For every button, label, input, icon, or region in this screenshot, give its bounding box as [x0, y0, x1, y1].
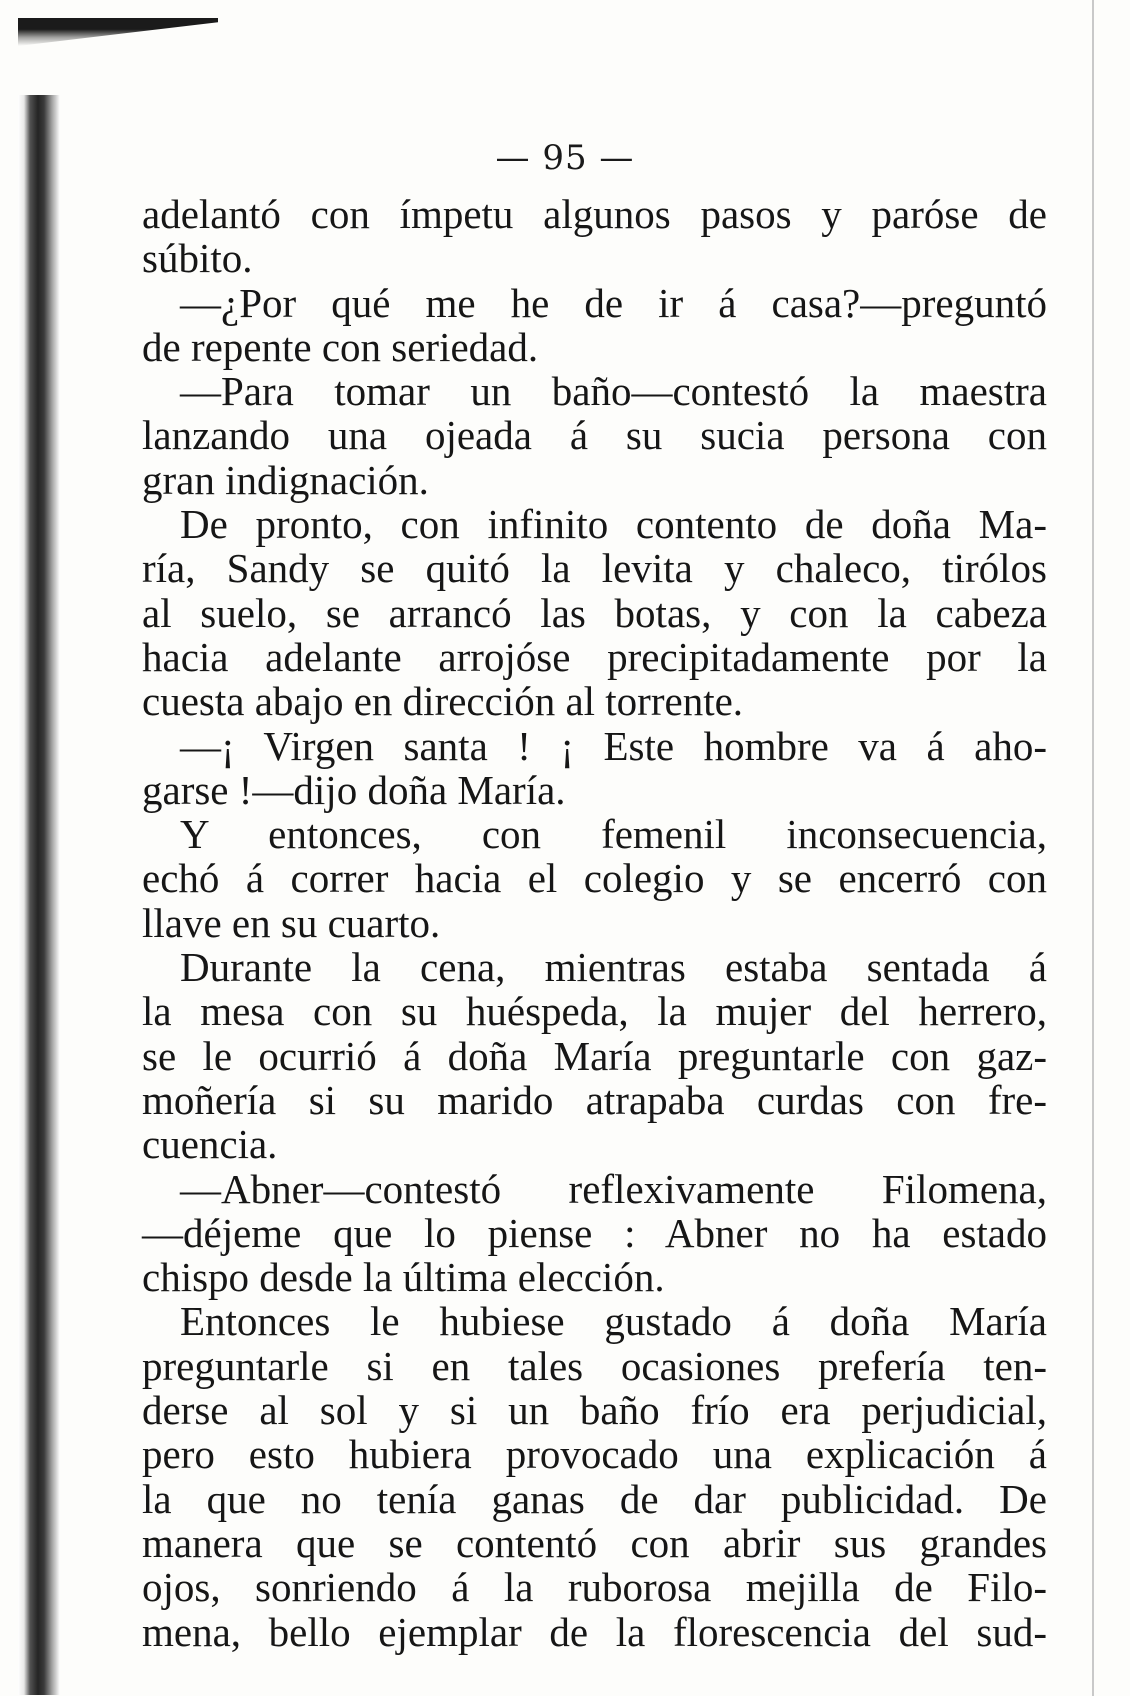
text-line: moñería si su marido atrapaba curdas con fre-	[142, 1076, 1047, 1123]
text-line: echó á correr hacia el colegio y se encerró con	[142, 855, 1047, 902]
body-text	[142, 192, 1047, 1654]
text-line: Durante la cena, mientras estaba sentada á	[180, 944, 1047, 991]
text-line: llave en su cuarto.	[142, 899, 441, 946]
binding-edge	[18, 95, 60, 1695]
text-line: al suelo, se arrancó las botas, y con la cabeza	[142, 589, 1047, 636]
text-line: de repente con seriedad.	[142, 323, 539, 370]
text-line: derse al sol y si un baño frío era perjudicial,	[142, 1387, 1047, 1434]
text-line: —Para tomar un baño—contestó la maestra	[180, 368, 1047, 415]
text-line: mena, bello ejemplar de la florescencia del sud-	[142, 1608, 1047, 1655]
text-line: adelantó con ímpetu algunos pasos y paróse de	[142, 191, 1047, 237]
text-line: —¡ Virgen santa ! ¡ Este hombre va á aho-	[180, 722, 1047, 769]
text-line: ojos, sonriendo á la ruborosa mejilla de Filo-	[142, 1564, 1047, 1611]
text-line: garse !—dijo doña María.	[142, 766, 566, 813]
text-line: súbito.	[142, 235, 253, 282]
text-line: lanzando una ojeada á su sucia persona con	[142, 412, 1047, 459]
text-line: la mesa con su huéspeda, la mujer del herrero,	[142, 988, 1047, 1035]
page-edge-rule	[1092, 0, 1094, 1696]
text-line: cuesta abajo en dirección al torrente.	[142, 678, 744, 725]
scan-corner-mark	[18, 18, 218, 46]
text-line: —¿Por qué me he de ir á casa?—preguntó	[180, 279, 1047, 326]
text-line: gran indignación.	[142, 456, 429, 503]
text-line: la que no tenía ganas de dar publicidad. De	[142, 1475, 1047, 1522]
text-line: —Abner—contestó reflexivamente Filomena,	[180, 1165, 1047, 1212]
text-line: hacia adelante arrojóse precipitadamente por la	[142, 633, 1047, 680]
text-line: cuencia.	[142, 1121, 278, 1168]
text-line: Entonces le hubiese gustado á doña María	[180, 1298, 1047, 1345]
text-line: pero esto hubiera provocado una explicación á	[142, 1431, 1047, 1478]
text-line: chispo desde la última elección.	[142, 1254, 665, 1301]
text-line: se le ocurrió á doña María preguntarle con gaz-	[142, 1032, 1047, 1079]
text-line: —déjeme que lo piense : Abner no ha estado	[142, 1209, 1047, 1256]
text-line: manera que se contentó con abrir sus grandes	[142, 1519, 1047, 1566]
text-line: Y entonces, con femenil inconsecuencia,	[180, 811, 1047, 858]
text-line: De pronto, con infinito contento de doña Ma-	[180, 501, 1047, 548]
text-line: ría, Sandy se quitó la levita y chaleco, tirólos	[142, 545, 1047, 592]
page-number: — 95 —	[495, 138, 635, 178]
text-line: preguntarle si en tales ocasiones prefería ten-	[142, 1342, 1047, 1389]
